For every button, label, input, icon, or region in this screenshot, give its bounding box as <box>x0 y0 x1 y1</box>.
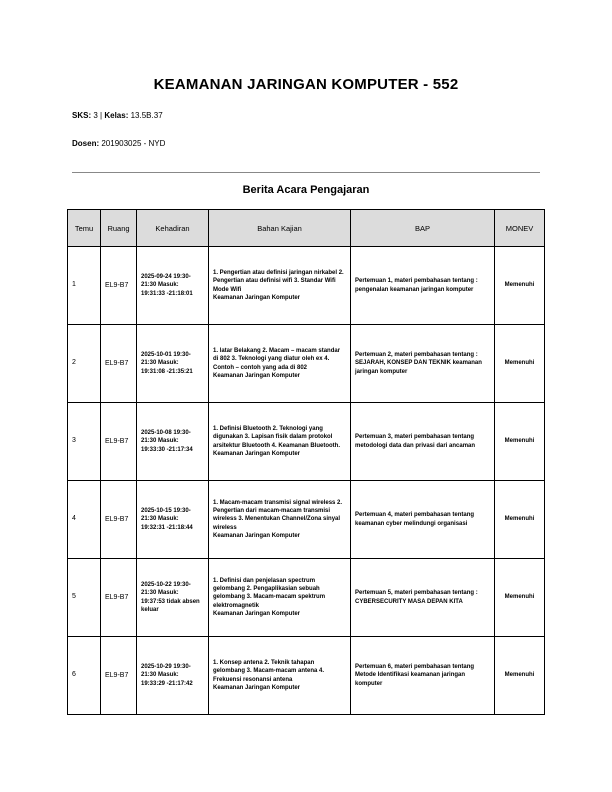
header-bahan-kajian: Bahan Kajian <box>209 210 351 247</box>
bahan-text: 1. Macam-macam transmisi signal wireless 2. Pengertian dari macam-macam transmisi wireless 3. Menentukan Channel/Zona sinyal wireless <box>213 499 343 531</box>
report-title: Berita Acara Pengajaran <box>242 184 370 196</box>
cell-ruang: EL9-B7 <box>101 481 137 559</box>
dosen-value: 201903025 - NYD <box>101 139 166 148</box>
bahan-text: 1. Pengertian atau definisi jaringan nirkabel 2. Pengertian atau definisi wifi 3. Standar Wifi Mode Wifi <box>213 270 344 293</box>
cell-ruang: EL9-B7 <box>101 325 137 403</box>
cell-kehadiran: 2025-10-22 19:30-21:30 Masuk: 19:37:53 tidak absen keluar <box>137 559 209 637</box>
table-row <box>68 325 545 403</box>
cell-monev: Memenuhi <box>495 403 545 481</box>
separator: | <box>100 111 103 120</box>
table-row <box>68 559 545 637</box>
bahan-reference: Keamanan Jaringan Komputer <box>213 684 301 691</box>
cell-temu: 6 <box>68 637 101 715</box>
cell-bap: Pertemuan 5, materi pembahasan tentang : CYBERSECURITY MASA DEPAN KITA <box>351 559 495 637</box>
cell-monev: Memenuhi <box>495 247 545 325</box>
cell-ruang: EL9-B7 <box>101 637 137 715</box>
table-row <box>68 247 545 325</box>
cell-bahan-kajian <box>209 325 351 403</box>
cell-kehadiran: 2025-10-08 19:30-21:30 Masuk: 19:33:30 -21:17:34 <box>137 403 209 481</box>
cell-ruang: EL9-B7 <box>101 559 137 637</box>
cell-bap: Pertemuan 2, materi pembahasan tentang : SEJARAH, KONSEP DAN TEKNIK keamanan jaringan komputer <box>351 325 495 403</box>
cell-ruang: EL9-B7 <box>101 247 137 325</box>
table-row <box>68 637 545 715</box>
cell-kehadiran: 2025-10-29 19:30-21:30 Masuk: 19:33:29 -21:17:42 <box>137 637 209 715</box>
header-monev: MONEV <box>495 210 545 247</box>
bahan-text: 1. Definisi Bluetooth 2. Teknologi yang digunakan 3. Lapisan fisik dalam protokol arsitektur Bluetooth 4. Keamanan Bluetooth. <box>213 426 341 449</box>
divider <box>72 172 540 173</box>
bahan-reference: Keamanan Jaringan Komputer <box>213 450 301 457</box>
header-ruang: Ruang <box>101 210 137 247</box>
dosen-line <box>72 139 165 148</box>
cell-temu: 1 <box>68 247 101 325</box>
header-temu: Temu <box>68 210 101 247</box>
cell-bahan-kajian <box>209 481 351 559</box>
cell-kehadiran: 2025-10-01 19:30-21:30 Masuk: 19:31:08 -21:35:21 <box>137 325 209 403</box>
cell-bap: Pertemuan 3, materi pembahasan tentang metodologi data dan privasi dari ancaman <box>351 403 495 481</box>
cell-bahan-kajian <box>209 403 351 481</box>
table-row <box>68 481 545 559</box>
cell-ruang: EL9-B7 <box>101 403 137 481</box>
cell-bap: Pertemuan 4, materi pembahasan tentang keamanan cyber melindungi organisasi <box>351 481 495 559</box>
sks-value: 3 <box>93 111 98 120</box>
cell-bahan-kajian <box>209 247 351 325</box>
table-header-row <box>68 210 545 247</box>
cell-bahan-kajian <box>209 559 351 637</box>
cell-bap: Pertemuan 6, materi pembahasan tentang Metode Identifikasi keamanan jaringan komputer <box>351 637 495 715</box>
kelas-label: Kelas: <box>104 111 129 120</box>
kelas-value: 13.5B.37 <box>130 111 163 120</box>
document-title: KEAMANAN JARINGAN KOMPUTER - 552 <box>153 76 459 93</box>
cell-kehadiran: 2025-09-24 19:30-21:30 Masuk: 19:31:33 -21:18:01 <box>137 247 209 325</box>
bahan-text: 1. Definisi dan penjelasan spectrum gelombang 2. Pengaplikasian sebuah gelombang 3. Macam-macam spektrum elektromagnetik <box>213 577 326 609</box>
cell-monev: Memenuhi <box>495 637 545 715</box>
bap-table <box>67 209 545 715</box>
bahan-reference: Keamanan Jaringan Komputer <box>213 372 301 379</box>
cell-bap: Pertemuan 1, materi pembahasan tentang : pengenalan keamanan jaringan komputer <box>351 247 495 325</box>
bahan-text: 1. latar Belakang 2. Macam – macam standar di 802 3. Teknologi yang diatur oleh ex 4. Contoh – contoh yang ada di 802 <box>213 348 341 371</box>
bahan-reference: Keamanan Jaringan Komputer <box>213 532 301 539</box>
bahan-reference: Keamanan Jaringan Komputer <box>213 610 301 617</box>
cell-monev: Memenuhi <box>495 325 545 403</box>
sks-label: SKS: <box>72 111 92 120</box>
sks-kelas-line <box>72 111 163 120</box>
bahan-reference: Keamanan Jaringan Komputer <box>213 294 301 301</box>
cell-kehadiran: 2025-10-15 19:30-21:30 Masuk: 19:32:31 -21:18:44 <box>137 481 209 559</box>
cell-bahan-kajian <box>209 637 351 715</box>
cell-monev: Memenuhi <box>495 481 545 559</box>
header-kehadiran: Kehadiran <box>137 210 209 247</box>
cell-temu: 4 <box>68 481 101 559</box>
header-bap: BAP <box>351 210 495 247</box>
bahan-text: 1. Konsep antena 2. Teknik tahapan gelombang 3. Macam-macam antena 4. Frekuensi resonansi antena <box>213 660 325 683</box>
dosen-label: Dosen: <box>72 139 100 148</box>
cell-temu: 3 <box>68 403 101 481</box>
cell-temu: 5 <box>68 559 101 637</box>
cell-monev: Memenuhi <box>495 559 545 637</box>
cell-temu: 2 <box>68 325 101 403</box>
table-row <box>68 403 545 481</box>
